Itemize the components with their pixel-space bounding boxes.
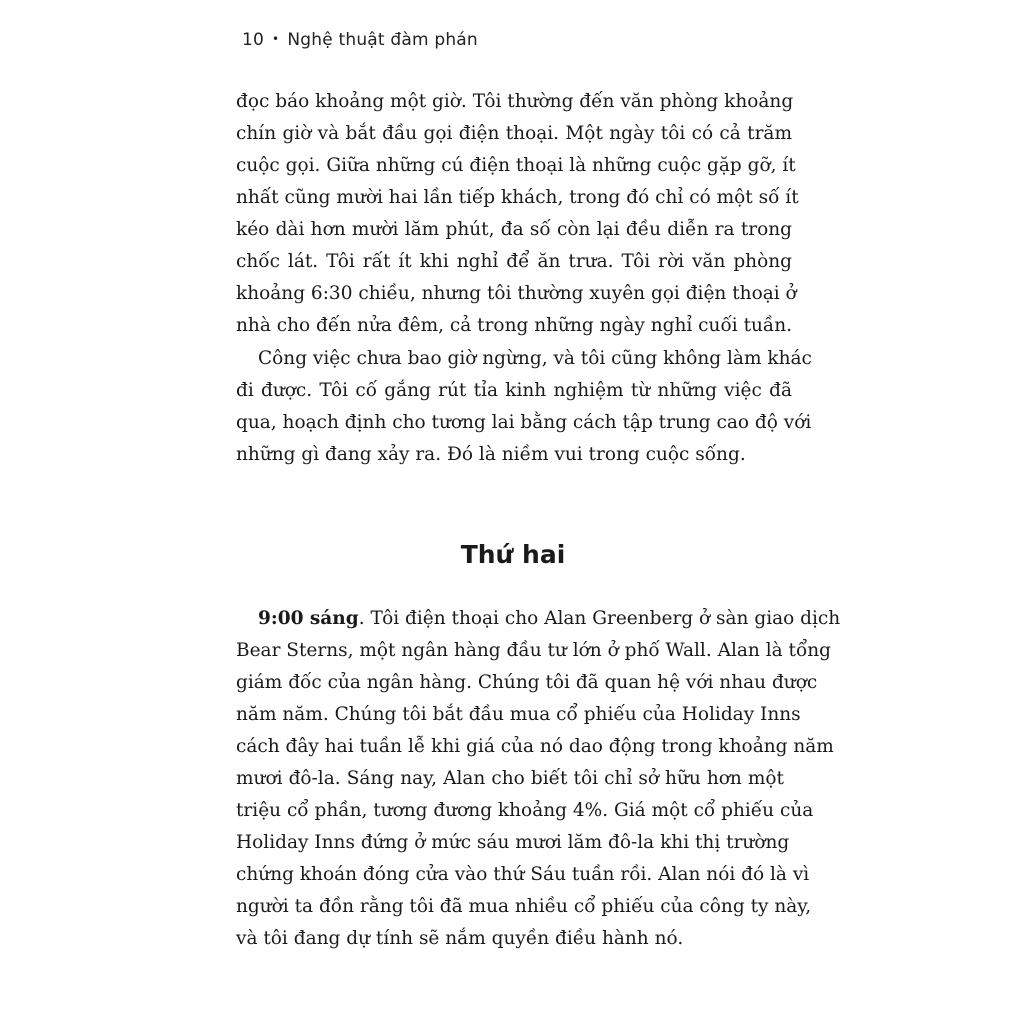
running-header: [242, 30, 478, 50]
text-line: chốc lát. Tôi rất ít khi nghỉ để ăn trưa. Tôi rời văn phòng: [236, 251, 792, 272]
text-line: Bear Sterns, một ngân hàng đầu tư lớn ở phố Wall. Alan là tổng: [236, 640, 832, 661]
text-line: Công việc chưa bao giờ ngừng, và tôi cũng không làm khác: [258, 348, 812, 369]
text-line: nhà cho đến nửa đêm, cả trong những ngày nghỉ cuối tuần.: [236, 315, 793, 336]
text-line: và tôi đang dự tính sẽ nắm quyền điều hành nó.: [236, 928, 684, 949]
text-line: qua, hoạch định cho tương lai bằng cách tập trung cao độ với: [236, 412, 812, 433]
text-line: chứng khoán đóng cửa vào thứ Sáu tuần rồi. Alan nói đó là vì: [236, 864, 810, 885]
text-line: đi được. Tôi cố gắng rút tỉa kinh nghiệm từ những việc đã: [236, 380, 792, 401]
header-separator: •: [272, 32, 280, 46]
paragraph-continuation: [236, 86, 799, 342]
section-heading: Thứ hai: [460, 540, 566, 569]
text-line: triệu cổ phần, tương đương khoảng 4%. Giá một cổ phiếu của: [236, 800, 814, 821]
text-line: kéo dài hơn mười lăm phút, đa số còn lại đều diễn ra trong: [236, 219, 792, 240]
text-line: nhất cũng mười hai lần tiếp khách, trong đó chỉ có một số ít: [236, 187, 799, 208]
text-line: cuộc gọi. Giữa những cú điện thoại là những cuộc gặp gỡ, ít: [236, 155, 796, 176]
time-label: 9:00 sáng: [258, 608, 359, 629]
text-line: mươi đô-la. Sáng nay, Alan cho biết tôi chỉ sở hữu hơn một: [236, 768, 784, 789]
text-line: giám đốc của ngân hàng. Chúng tôi đã quan hệ với nhau được: [236, 672, 818, 693]
text-line: khoảng 6:30 chiều, nhưng tôi thường xuyên gọi điện thoại ở: [236, 283, 797, 304]
page-number: 10: [242, 30, 265, 50]
text-line: [236, 603, 841, 635]
text-line: chín giờ và bắt đầu gọi điện thoại. Một ngày tôi có cả trăm: [236, 123, 792, 144]
text-line: những gì đang xảy ra. Đó là niềm vui trong cuộc sống.: [236, 444, 746, 465]
text-span: . Tôi điện thoại cho Alan Greenberg ở sàn giao dịch: [358, 608, 841, 629]
paragraph: [236, 603, 841, 955]
text-line: cách đây hai tuần lễ khi giá của nó dao động trong khoảng năm: [236, 736, 834, 757]
text-line: năm năm. Chúng tôi bắt đầu mua cổ phiếu của Holiday Inns: [236, 704, 801, 725]
paragraph: [236, 343, 812, 471]
text-line: đọc báo khoảng một giờ. Tôi thường đến văn phòng khoảng: [236, 91, 794, 112]
book-title: Nghệ thuật đàm phán: [287, 30, 478, 50]
text-line: Holiday Inns đứng ở mức sáu mươi lăm đô-la khi thị trường: [236, 832, 790, 853]
text-line: người ta đồn rằng tôi đã mua nhiều cổ phiếu của công ty này,: [236, 896, 812, 917]
